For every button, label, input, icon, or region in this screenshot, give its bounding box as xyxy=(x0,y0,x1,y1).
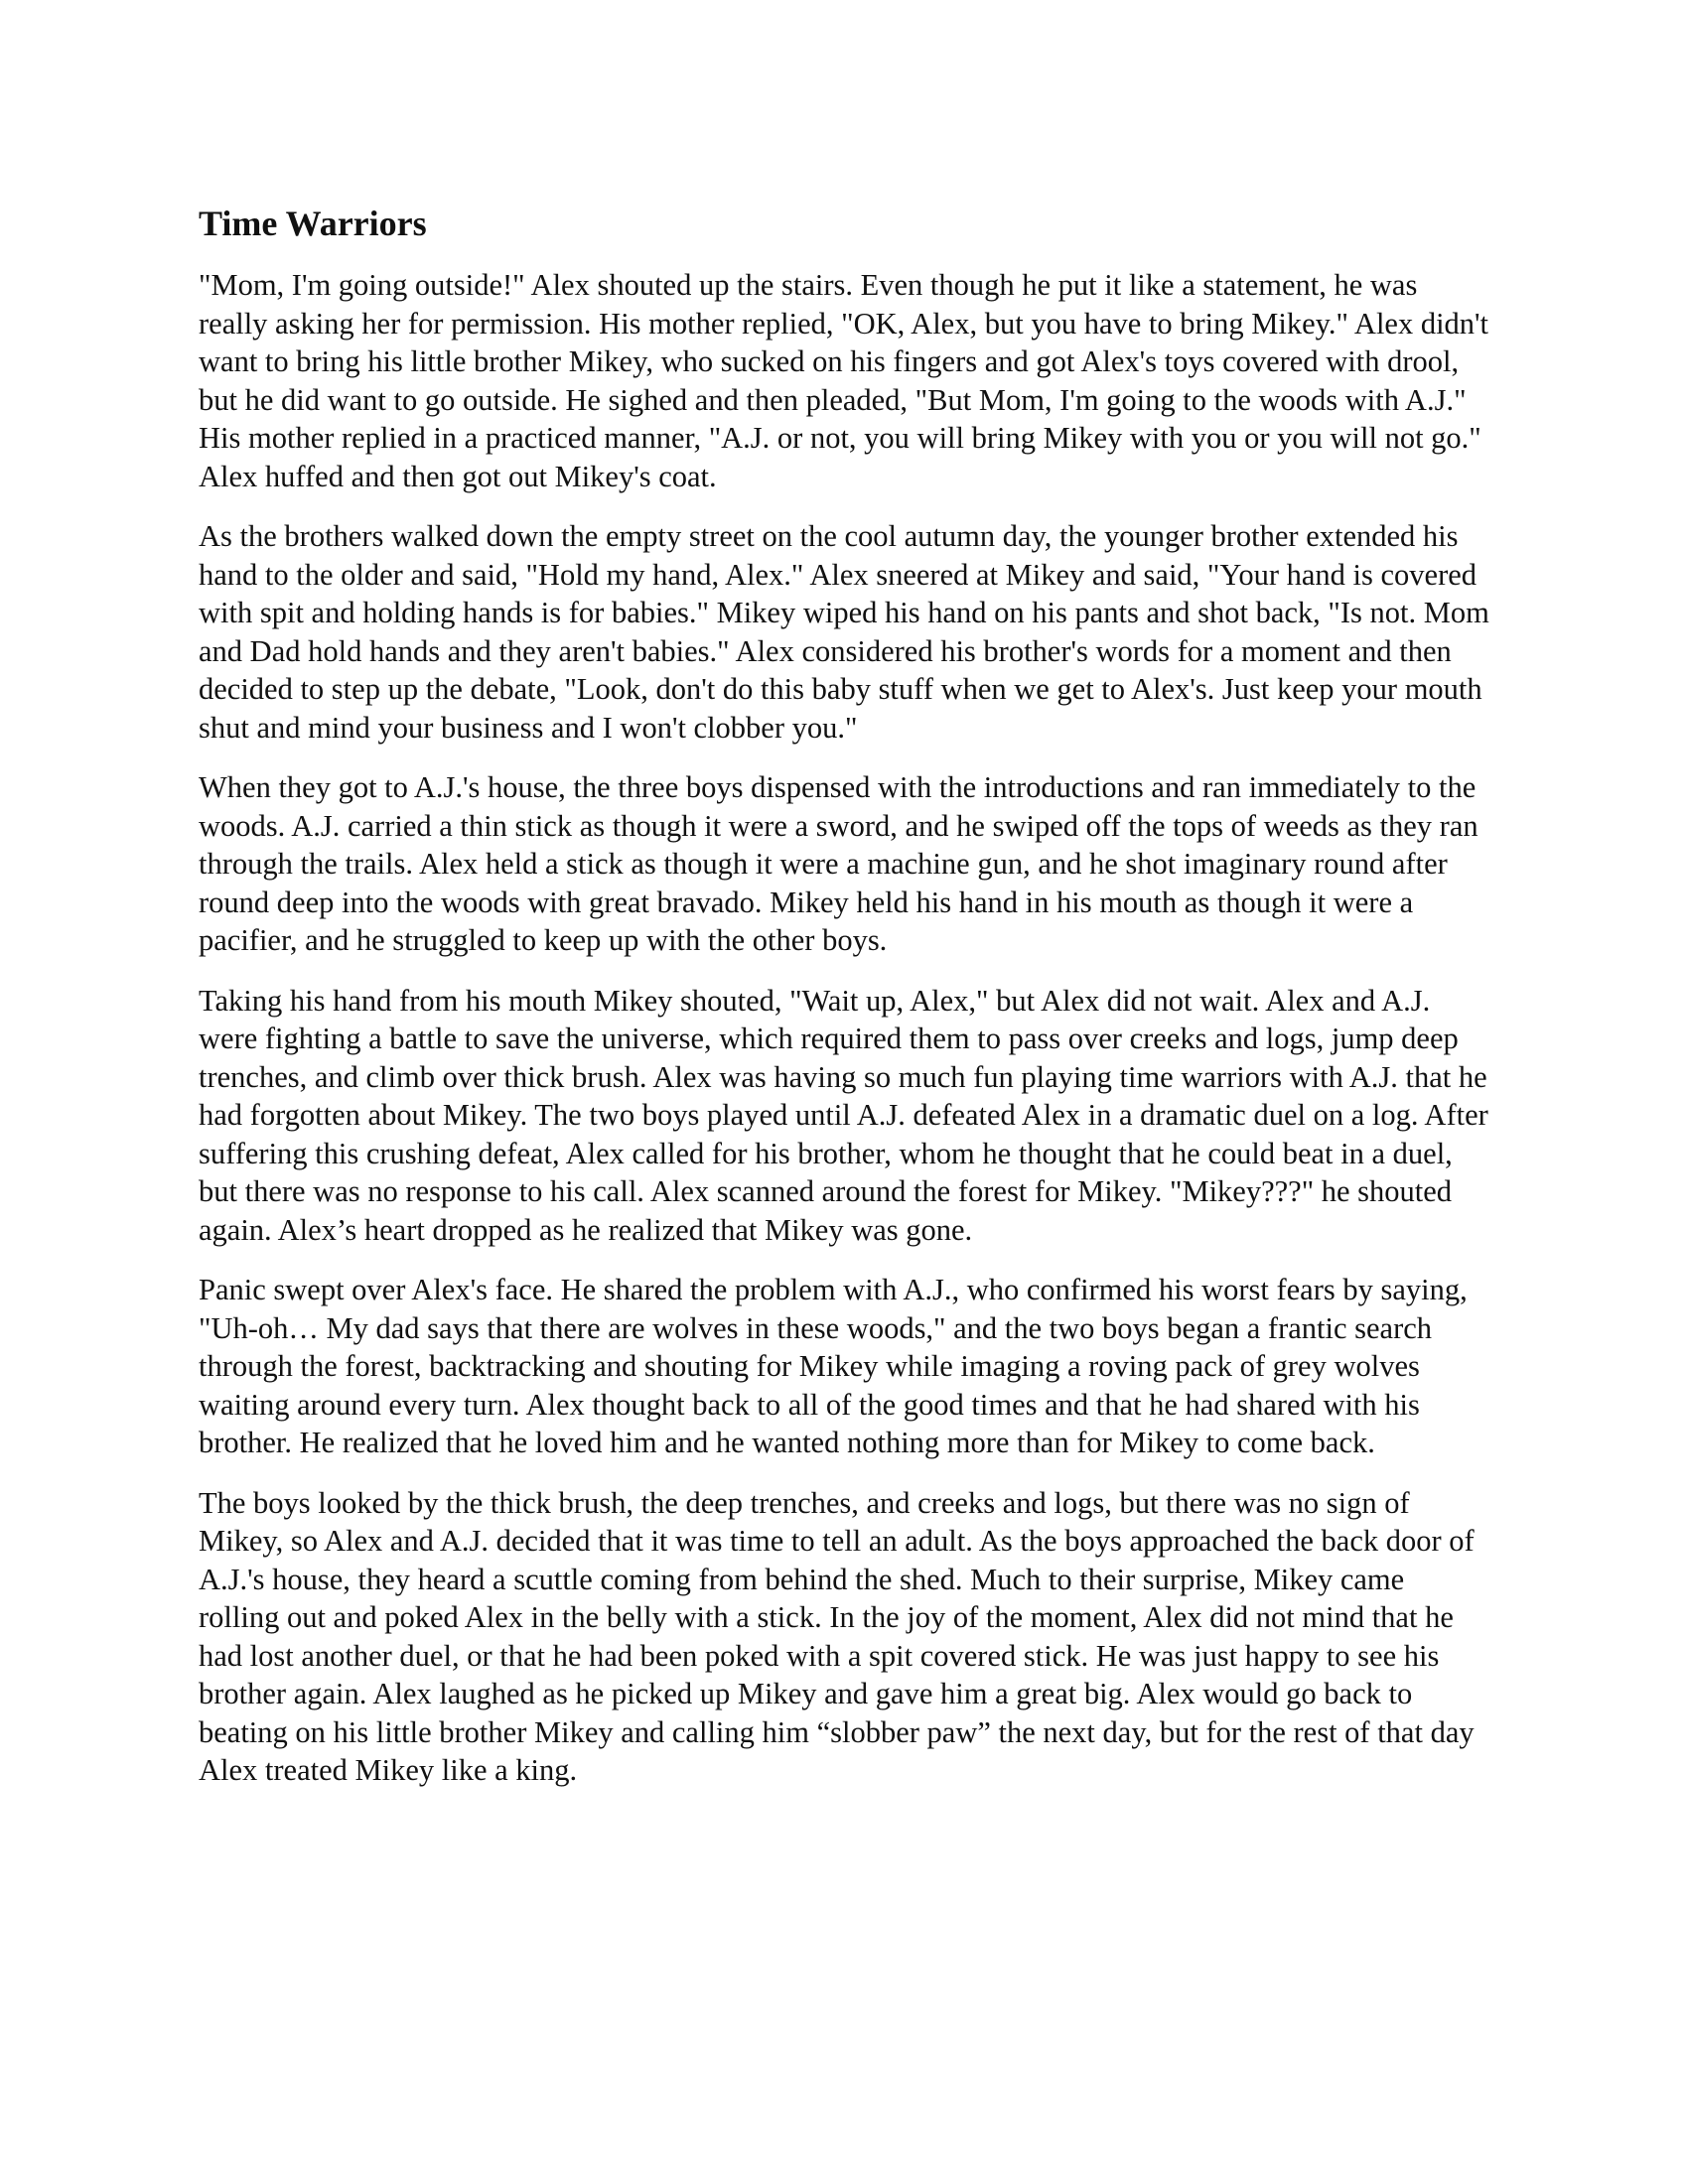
paragraph-2: As the brothers walked down the empty street on the cool autumn day, the younger brother extended his hand to the older and said, "Hold my hand, Alex." Alex sneered at Mikey and said, "Your hand is covered with spit and holding hands is for babies." Mikey wiped his hand on his pants and shot back, "Is not. Mom and Dad hold hands and they aren't babies." Alex considered his brother's words for a moment and then decided to step up the debate, "Look, don't do this baby stuff when we get to Alex's. Just keep your mouth shut and mind your business and I won't clobber you." xyxy=(199,519,1489,745)
paragraph-5: Panic swept over Alex's face. He shared the problem with A.J., who confirmed his worst fears by saying, "Uh-oh… My dad says that there are wolves in these woods," and the two boys began a frantic search through the forest, backtracking and shouting for Mikey while imaging a roving pack of grey wolves waiting around every turn. Alex thought back to all of the good times and that he had shared with his brother. He realized that he loved him and he wanted nothing more than for Mikey to come back. xyxy=(199,1273,1468,1459)
paragraph-4: Taking his hand from his mouth Mikey shouted, "Wait up, Alex," but Alex did not wait. Alex and A.J. were fighting a battle to save the universe, which required them to pass over creeks and logs, jump deep trenches, and climb over thick brush. Alex was having so much fun playing time warriors with A.J. that he had forgotten about Mikey. The two boys played until A.J. defeated Alex in a dramatic duel on a log. After suffering this crushing defeat, Alex called for his brother, whom he thought that he could beat in a duel, but there was no response to his call. Alex scanned around the forest for Mikey. "Mikey???" he shouted again. Alex’s heart dropped as he realized that Mikey was gone. xyxy=(199,983,1488,1247)
paragraph-6: The boys looked by the thick brush, the deep trenches, and creeks and logs, but there was no sign of Mikey, so Alex and A.J. decided that it was time to tell an adult. As the boys approached the back door of A.J.'s house, they heard a scuttle coming from behind the shed. Much to their surprise, Mikey came rolling out and poked Alex in the belly with a stick. In the joy of the moment, Alex did not mind that he had lost another duel, or that he had been poked with a spit covered stick. He was just happy to see his brother again. Alex laughed as he picked up Mikey and gave him a great big. Alex would go back to beating on his little brother Mikey and calling him “slobber paw” the next day, but for the rest of that day Alex treated Mikey like a king. xyxy=(199,1485,1475,1787)
paragraph-3: When they got to A.J.'s house, the three boys dispensed with the introductions and ran immediately to the woods. A.J. carried a thin stick as though it were a sword, and he swiped off the tops of weeds as they ran through the trails. Alex held a stick as though it were a machine gun, and he shot imaginary round after round deep into the woods with great bravado. Mikey held his hand in his mouth as though it were a pacifier, and he struggled to keep up with the other boys. xyxy=(199,770,1478,957)
paragraph-1: "Mom, I'm going outside!" Alex shouted up the stairs. Even though he put it like a statement, he was really asking her for permission. His mother replied, "OK, Alex, but you have to bring Mikey." Alex didn't want to bring his little brother Mikey, who sucked on his fingers and got Alex's toys covered with drool, but he did want to go outside. He sighed and then pleaded, "But Mom, I'm going to the woods with A.J." His mother replied in a practiced manner, "A.J. or not, you will bring Mikey with you or you will not go." Alex huffed and then got out Mikey's coat. xyxy=(199,268,1489,493)
document-page xyxy=(199,201,1489,1812)
document-title: Time Warriors xyxy=(199,204,427,243)
